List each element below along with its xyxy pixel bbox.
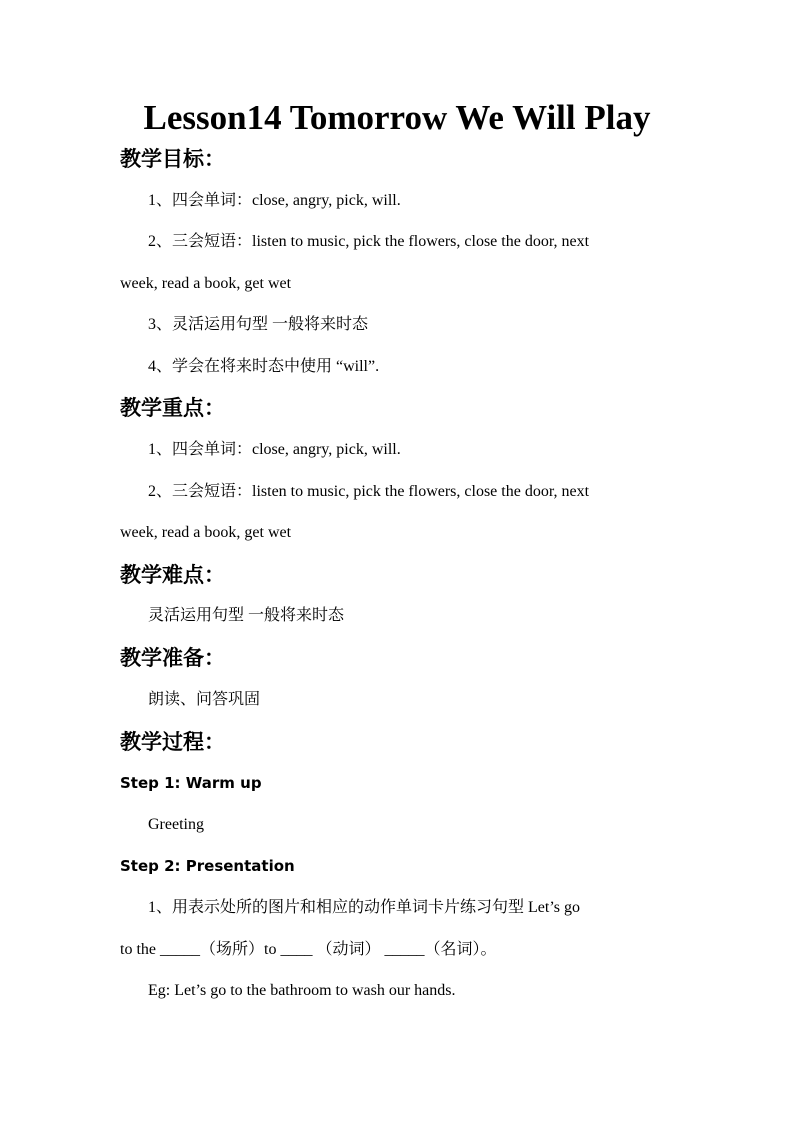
key-points-heading: 教学重点： [120, 396, 225, 420]
difficulty-item-1: 灵活运用句型 一般将来时态 [148, 607, 345, 624]
step-1-text: Greeting [148, 816, 204, 833]
step-1-title: Step 1: Warm up [120, 774, 262, 792]
objective-item-3: 3、灵活运用句型 一般将来时态 [148, 316, 369, 333]
objective-item-2-continued: week, read a book, get wet [120, 275, 292, 292]
step-2-item-1-continued: to the _____（场所）to ____ （动词） _____（名词）。 [120, 941, 497, 958]
difficulties-heading: 教学难点： [120, 563, 225, 587]
key-point-item-2: 2、三会短语：listen to music, pick the flowers, close the door, next [148, 483, 590, 500]
step-2-item-1: 1、用表示处所的图片和相应的动作单词卡片练习句型 Let’s go [148, 899, 580, 916]
preparation-heading: 教学准备： [120, 646, 225, 670]
key-point-item-1: 1、四会单词：close, angry, pick, will. [148, 441, 401, 458]
objective-item-4: 4、学会在将来时态中使用 “will”. [148, 358, 380, 375]
objectives-heading: 教学目标： [120, 147, 225, 171]
preparation-item-1: 朗读、问答巩固 [148, 691, 261, 708]
example-sentence: Eg: Let’s go to the bathroom to wash our hands. [148, 982, 456, 999]
key-point-item-2-continued: week, read a book, get wet [120, 524, 292, 541]
document-title: Lesson14 Tomorrow We Will Play [143, 98, 651, 137]
step-2-title: Step 2: Presentation [120, 857, 295, 875]
objective-item-1: 1、四会单词：close, angry, pick, will. [148, 192, 401, 209]
process-heading: 教学过程： [120, 730, 225, 754]
objective-item-2: 2、三会短语：listen to music, pick the flowers, close the door, next [148, 233, 590, 250]
